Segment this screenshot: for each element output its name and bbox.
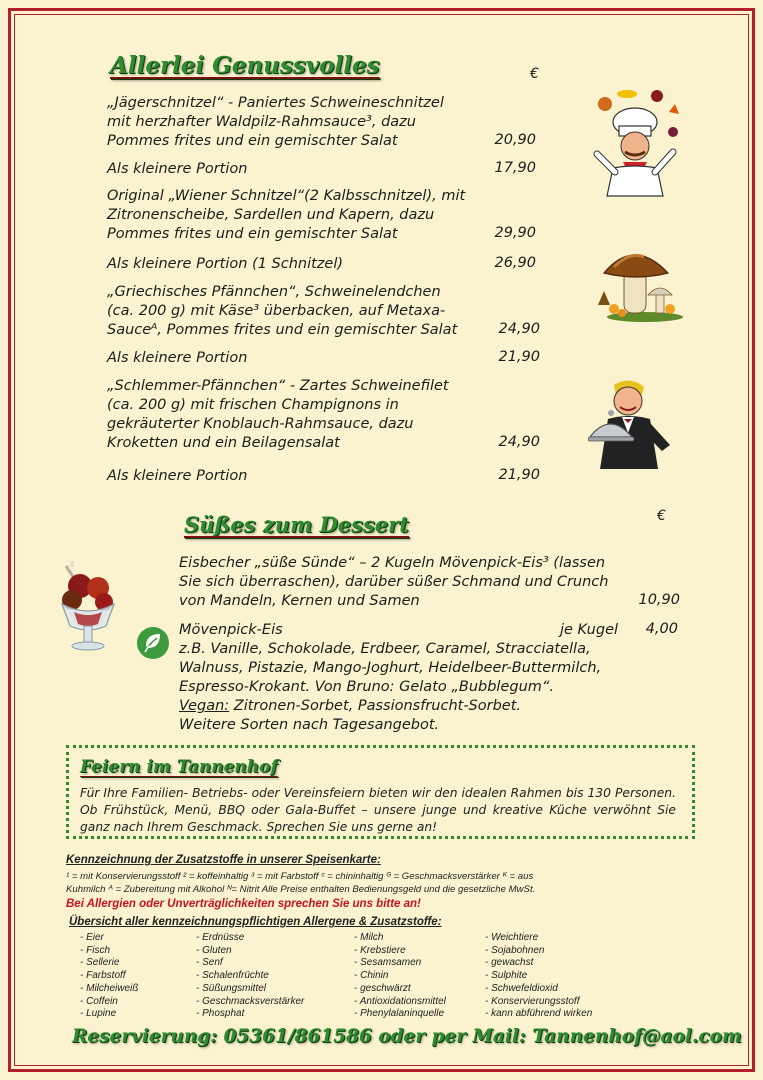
allergen-item: - Coffein: [80, 995, 118, 1007]
allergen-item: - Süßungsmittel: [196, 982, 267, 994]
dessert-item-line: z.B. Vanille, Schokolade, Erdbeer, Caramel, Stracciatella,: [179, 641, 591, 657]
menu-item-price: 24,90: [498, 434, 540, 450]
vegan-text: Zitronen-Sorbet, Passionsfrucht-Sorbet.: [229, 698, 522, 714]
menu-item-price: 21,90: [498, 349, 540, 365]
allergen-item: - Phosphat: [196, 1008, 245, 1020]
menu-item-line: „Schlemmer-Pfännchen“ - Zartes Schweinefilet: [107, 378, 449, 394]
reservation-line: Reservierung: 05361/861586 oder per Mail: Tannenhof@aol.com: [72, 1026, 742, 1047]
dessert-item-line: Weitere Sorten nach Tagesangebot.: [179, 717, 440, 733]
menu-item: [107, 283, 457, 340]
allergens-title: Übersicht aller kennzeichnungspflichtigen Allergene & Zusatzstoffe:: [69, 916, 442, 928]
allergen-item: - gewachst: [485, 957, 534, 969]
dessert-item-price: 4,00: [645, 621, 678, 637]
allergen-item: - Geschmacksverstärker: [196, 995, 305, 1007]
menu-item-price: 24,90: [498, 321, 540, 337]
menu-item: [107, 349, 247, 368]
menu-item-line: Als kleinere Portion: [107, 468, 248, 484]
allergen-column: [485, 932, 592, 1021]
currency-header-main: €: [530, 66, 539, 82]
menu-item-price: 29,90: [494, 225, 536, 241]
dessert-item-unit: je Kugel: [560, 622, 619, 638]
waiter-icon: [588, 375, 678, 470]
dessert-item-price: 10,90: [638, 592, 680, 608]
menu-item-line: Zitronenscheibe, Sardellen und Kapern, dazu: [107, 207, 435, 223]
allergen-item: - Senf: [196, 957, 223, 969]
dessert-item-line: Sie sich überraschen), darüber süßer Schmand und Crunch: [179, 574, 609, 590]
allergen-item: - Schalenfrüchte: [196, 970, 269, 982]
allergen-item: - Sellerie: [80, 957, 120, 969]
allergen-item: - Antioxidationsmittel: [354, 995, 446, 1007]
allergen-item: - Krebstiere: [354, 944, 406, 956]
menu-item-line: Als kleinere Portion (1 Schnitzel): [107, 256, 344, 272]
additives-title: Kennzeichnung der Zusatzstoffe in unserer Speisenkarte:: [66, 854, 381, 866]
vegan-label: Vegan:: [179, 698, 230, 714]
allergen-item: - Sulphite: [485, 970, 528, 982]
menu-item: [107, 94, 444, 151]
menu-item-line: (ca. 200 g) mit Käse³ überbacken, auf Metaxa-: [107, 303, 446, 319]
allergen-item: - Lupine: [80, 1008, 117, 1020]
chef-icon: [585, 82, 685, 197]
menu-item-price: 20,90: [494, 132, 536, 148]
menu-item-line: (ca. 200 g) mit frischen Champignons in: [107, 397, 399, 413]
allergen-item: - Gluten: [196, 944, 232, 956]
allergen-item: - Sesamsamen: [354, 957, 422, 969]
menu-item: [107, 255, 343, 274]
allergen-column: [354, 932, 446, 1021]
allergen-item: - geschwärzt: [354, 982, 411, 994]
allergen-item: - Sojabohnen: [485, 944, 545, 956]
allergen-item: - Erdnüsse: [196, 932, 245, 943]
menu-item-price: 21,90: [498, 467, 540, 483]
events-text: Für Ihre Familien- Betriebs- oder Vereinsfeiern bieten wir den idealen Rahmen bis 130 Personen. Ob Frühstück, Menü, BBQ oder Gala-Buffet – unsere junge und kreative Küche verwöhnt Sie ganz nach Ihrem Geschmack. Sprechen Sie uns gerne an!: [80, 786, 676, 834]
additives-line-1: ¹ = mit Konservierungsstoff ² = koffeinhaltig ³ = mit Farbstoff ᶜ = chininhaltig ᴳ = Geschmacksverstärker ᴷ = aus: [66, 871, 534, 882]
allergen-column: [80, 932, 138, 1021]
menu-item-line: mit herzhafter Waldpilz-Rahmsauce³, dazu: [107, 114, 416, 130]
vegan-leaf-icon: [136, 626, 170, 660]
allergy-warning: Bei Allergien oder Unverträglichkeiten sprechen Sie uns bitte an!: [66, 898, 421, 910]
allergen-column: [196, 932, 304, 1021]
allergen-item: - Eier: [80, 932, 104, 943]
dessert-item: [179, 554, 608, 611]
allergen-item: - Schwefeldioxid: [485, 982, 558, 994]
menu-item-line: gekräuterter Knoblauch-Rahmsauce, dazu: [107, 416, 414, 432]
dessert-item: [179, 621, 601, 735]
ice-cream-sundae-icon: [52, 560, 124, 655]
dessert-item-line: von Mandeln, Kernen und Samen: [179, 593, 420, 609]
menu-item-line: Als kleinere Portion: [107, 161, 248, 177]
currency-header-dessert: €: [657, 508, 666, 524]
dessert-item-line: Walnuss, Pistazie, Mango-Joghurt, Heidelbeer-Buttermilch,: [179, 660, 602, 676]
allergen-item: - Weichtiere: [485, 932, 539, 943]
heading-dessert: Süßes zum Dessert: [184, 512, 409, 537]
dessert-item-line: Espresso-Krokant. Von Bruno: Gelato „Bubblegum“.: [179, 679, 555, 695]
menu-item-price: 26,90: [494, 255, 536, 271]
allergen-item: - Farbstoff: [80, 970, 126, 982]
menu-item-line: Pommes frites und ein gemischter Salat: [107, 133, 398, 149]
menu-item-line: Kroketten und ein Beilagensalat: [107, 435, 340, 451]
menu-item-line: „Jägerschnitzel“ - Paniertes Schweineschnitzel: [107, 95, 444, 111]
menu-item: [107, 377, 449, 453]
menu-item: [107, 467, 247, 486]
vegan-line: [179, 697, 601, 716]
allergen-item: - Phenylalaninquelle: [354, 1008, 445, 1020]
dessert-item-line: Eisbecher „süße Sünde“ – 2 Kugeln Mövenpick-Eis³ (lassen: [179, 555, 606, 571]
mushroom-icon: [590, 243, 685, 323]
menu-item-price: 17,90: [494, 160, 536, 176]
allergen-item: - Fisch: [80, 944, 110, 956]
allergen-item: - Konservierungsstoff: [485, 995, 580, 1007]
allergen-item: - Chinin: [354, 970, 389, 982]
heading-events: Feiern im Tannenhof: [80, 757, 278, 777]
dessert-item-name: Mövenpick-Eis: [179, 622, 283, 638]
allergen-item: - kann abführend wirken: [485, 1008, 593, 1020]
menu-item: [107, 187, 465, 244]
menu-item-line: Original „Wiener Schnitzel“(2 Kalbsschnitzel), mit: [107, 188, 466, 204]
heading-main: Allerlei Genussvolles: [110, 52, 380, 79]
menu-item-line: Pommes frites und ein gemischter Salat: [107, 226, 398, 242]
menu-item: [107, 160, 247, 179]
allergen-item: - Milch: [354, 932, 384, 943]
menu-item-line: Als kleinere Portion: [107, 350, 248, 366]
allergen-item: - Milcheiweiß: [80, 982, 139, 994]
menu-item-line: Sauceᴬ, Pommes frites und ein gemischter Salat: [107, 322, 458, 338]
additives-line-2: Kuhmilch ᴬ = Zubereitung mit Alkohol ᴺ= Nitrit Alle Preise enthalten Bedienungsgeld und die gesetzliche MwSt.: [66, 884, 536, 895]
menu-item-line: „Griechisches Pfännchen“, Schweinelendchen: [107, 284, 441, 300]
